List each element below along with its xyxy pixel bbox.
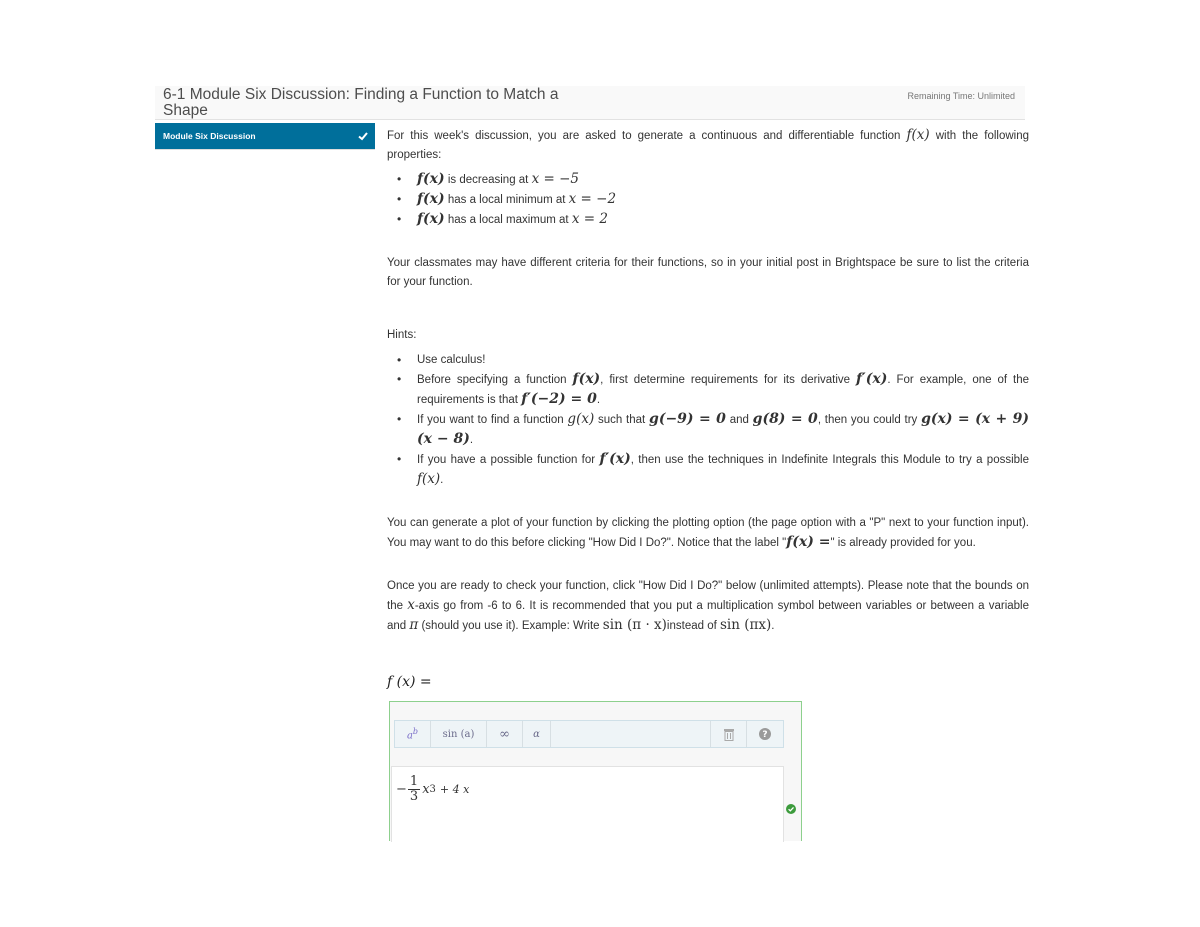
check-icon [357,130,369,142]
list-item: • Use calculus! [397,351,1029,370]
discussion-content [387,126,1029,636]
list-item: • f(x) has a local maximum at x = 2 [397,210,1029,230]
list-item: • If you have a possible function for f′(x), then use the techniques in Indefinite Integrals this Module to try a possible f(x). [397,450,1029,490]
hints-title: Hints: [387,329,417,341]
sin-button[interactable]: sin (a) [431,721,487,747]
math-editor [389,701,802,841]
remaining-time: Remaining Time: Unlimited [907,91,1015,101]
check-paragraph: Once you are ready to check your function, click "How Did I Do?" below (unlimited attempts). Please note that the bounds on the x-axis go from -6 to 6. It is recommended that you put a multiplication symbol between variables or between a variable and π (should you use it). Example: Write sin (π · x)instead of sin (πx). [387,580,1029,633]
infinity-button[interactable]: ∞ [487,721,523,747]
list-item: • f(x) has a local minimum at x = −2 [397,190,1029,210]
function-expression: − $\frac{1}{3}$ x 3 + 4 x [396,774,470,804]
function-input[interactable] [391,766,784,842]
sidebar-item-module-six-discussion[interactable] [155,123,375,149]
plot-paragraph: You can generate a plot of your function by clicking the plotting option (the page option with a "P" next to your function input). You may want to do this before clicking "How Did I Do?". Notice that the label "f(x) =" is already provided for you. [387,517,1029,550]
classmates-paragraph: Your classmates may have different criteria for their functions, so in your initial post in Brightspace be sure to list the criteria for your function. [387,257,1029,288]
trash-button[interactable] [711,721,747,747]
trash-icon [723,728,735,741]
list-item: • Before specifying a function f(x), first determine requirements for its derivative f′(x). For example, one of the requirements is that f′(−2) = 0. [397,370,1029,410]
list-item: • f(x) is decreasing at x = −5 [397,170,1029,190]
check-circle-icon [786,804,796,814]
editor-toolbar [394,720,784,748]
page-header [155,86,1025,120]
sidebar [155,123,375,150]
list-item: • If you want to find a function g(x) such that g(−9) = 0 and g(8) = 0, then you could try g(x) = (x + 9)(x − 8). [397,410,1029,450]
sidebar-item-label: Module Six Discussion [163,131,256,141]
answer-label: f (x) = [387,674,432,690]
help-button[interactable] [747,721,783,747]
power-button[interactable]: $a^b$ [395,721,431,747]
svg-text:?: ? [762,730,768,740]
help-icon [759,728,771,740]
page-title: 6-1 Module Six Discussion: Finding a Function to Match a Shape [163,86,559,119]
hints-list [397,351,1029,490]
intro-paragraph: For this week's discussion, you are asked to generate a continuous and differentiable function f(x) with the following properties: [387,127,1030,161]
alpha-button[interactable]: α [523,721,551,747]
properties-list [397,170,1029,230]
